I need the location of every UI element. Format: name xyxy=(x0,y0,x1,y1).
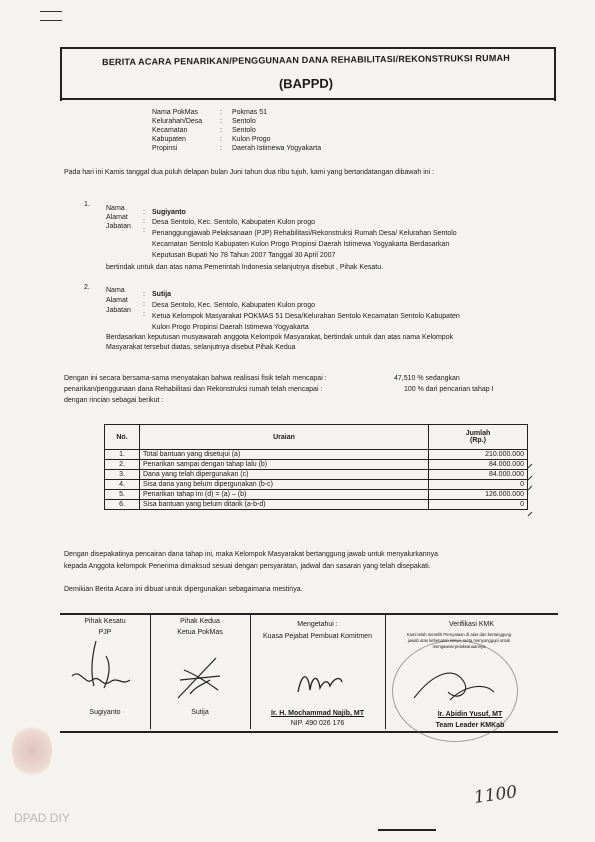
row-amount: 84.000.000 xyxy=(429,470,528,480)
row-description: Sisa dana yang belum dipergunakan (b-c) xyxy=(140,480,429,490)
verification-note-line: mengawasi pelaksanaannya xyxy=(432,644,486,649)
row-amount: 126.000.000 xyxy=(429,490,528,500)
signature-role: Kuasa Pejabat Pembuat Komitmen xyxy=(263,633,372,640)
corner-mark xyxy=(40,11,62,21)
signature-scribble xyxy=(170,650,230,704)
party-position: Penanggungjawab Pelaksanaan (PJP) Rehabilitasi/Rekonstruksi Rumah Desa/ Kelurahan Sentolo xyxy=(152,230,457,237)
row-amount: 210.000.000 xyxy=(429,450,528,460)
table-row xyxy=(105,500,528,510)
info-value: Daerah Istimewa Yogyakarta xyxy=(232,145,322,152)
document-subtitle: (BAPPD) xyxy=(278,75,334,92)
dpad-logo-stamp xyxy=(12,723,52,779)
party-closing: Masyarakat tersebut diatas, selanjutnya disebut Pihak Kedua xyxy=(106,344,296,351)
row-description: Sisa bantuan yang belum ditarik (a-b-d) xyxy=(140,500,429,510)
bottom-mark xyxy=(378,829,436,831)
row-description: Penarikan tahap ini (d) = (a) – (b) xyxy=(140,490,429,500)
signature-title: Verifikasi KMK xyxy=(448,621,495,628)
info-colon: : xyxy=(220,145,222,152)
signatory-name: Ir. Abidin Yusuf, MT xyxy=(437,711,503,718)
tick-mark xyxy=(528,486,532,490)
tick-mark xyxy=(528,476,532,480)
row-description: Dana yang telah dipergunakan (c) xyxy=(140,470,429,480)
table-header-row xyxy=(105,425,528,450)
signatory-role: Team Leader KMKab xyxy=(435,722,505,729)
party-position: Ketua Kelompok Masyarakat POKMAS 51 Desa/Kelurahan Sentolo Kecamatan Sentolo Kabupaten xyxy=(152,313,460,320)
column-header: No. xyxy=(105,425,140,450)
info-colon: : xyxy=(220,118,222,125)
row-amount: 0 xyxy=(429,480,528,490)
party-position: Kecamatan Sentolo Kabupaten Kulon Progo Propinsi Daerah Istimewa Yogyakarta Berdasarkan xyxy=(152,241,450,248)
row-description: Penarikan sampai dengan tahap lalu (b) xyxy=(140,460,429,470)
closing-statement: Demikian Berita Acara ini dibuat untuk dipergunakan sebagaimana mestinya. xyxy=(64,586,303,593)
info-label: Kecamatan xyxy=(152,127,188,134)
party-closing: bertindak untuk dan atas nama Pemerintah Indonesia selanjutnya disebut , Pihak Kesatu. xyxy=(106,264,384,271)
party-colon: : xyxy=(143,218,145,225)
info-value: Kulon Progo xyxy=(232,136,271,143)
party-closing: Berdasarkan keputusan musyawarah anggota Kelompok Masyarakat, bertindak untuk dan atas nama Kelompok xyxy=(106,334,454,341)
row-number: 4. xyxy=(105,480,140,490)
column-header-label: Jumlah xyxy=(465,430,491,437)
signatory-name: Sutija xyxy=(191,709,209,716)
signature-title: Mengetahui : xyxy=(297,621,338,628)
info-label: Kabupaten xyxy=(152,136,186,143)
info-colon: : xyxy=(220,136,222,143)
party-colon: : xyxy=(143,291,145,298)
handwritten-page-number: 1100 xyxy=(472,782,519,808)
party-colon: : xyxy=(143,301,145,308)
party-field-label: Alamat xyxy=(106,297,128,304)
verification-note xyxy=(389,632,529,650)
info-value: Sentolo xyxy=(232,127,256,134)
table-row xyxy=(105,460,528,470)
party-position: Keputusan Bupati No 78 Tahun 2007 Tanggal 30 April 2007 xyxy=(152,252,336,259)
intro-text: Pada hari ini Kamis tanggal dua puluh delapan bulan Juni tahun dua ribu tujuh, kami yang bertandatangan dibawah ini : xyxy=(64,169,435,176)
row-number: 5. xyxy=(105,490,140,500)
party-colon: : xyxy=(143,227,145,234)
handwritten-ticks xyxy=(526,460,538,520)
statement-line: penarikan/penggunaan dana Rehabilitasi dan Rekonstruksi rumah telah mencapai : xyxy=(64,386,323,393)
party-colon: : xyxy=(143,311,145,318)
statement-line: dengan rincian sebagai berikut : xyxy=(64,397,164,404)
column-header-amount xyxy=(429,425,528,450)
row-amount: 84.000.000 xyxy=(429,460,528,470)
table-row xyxy=(105,470,528,480)
closing-paragraph: kepada Anggota kelompok Penerima dimaksud sesuai dengan persyaratan, jadwal dan sasaran yang telah disepakati. xyxy=(64,563,431,570)
signatory-name: Ir. H. Mochammad Najib, MT xyxy=(271,710,364,717)
info-label: Propinsi xyxy=(152,145,178,152)
tick-mark xyxy=(528,512,532,516)
watermark-text: DPAD DIY xyxy=(14,811,70,825)
party-name: Sugiyanto xyxy=(152,209,186,216)
party-position: Kulon Progo Propinsi Daerah Istimewa Yogyakarta xyxy=(152,324,309,331)
info-colon: : xyxy=(220,109,222,116)
party-number: 1. xyxy=(84,201,90,208)
table-row xyxy=(105,490,528,500)
signature-scribble xyxy=(292,662,348,702)
info-value: Sentolo xyxy=(232,118,256,125)
party-field-label: Jabatan xyxy=(106,223,131,230)
signature-role: Ketua PokMas xyxy=(177,629,223,636)
document-title: BERITA ACARA PENARIKAN/PENGGUNAAN DANA REHABILITASI/REKONSTRUKSI RUMAH xyxy=(102,52,510,68)
column-header: Uraian xyxy=(140,425,429,450)
signature-scribble xyxy=(66,636,146,698)
row-number: 6. xyxy=(105,500,140,510)
verification-note-line: Kami telah meneliti Pernyataan di atas dan bertanggung xyxy=(406,632,512,637)
budget-table xyxy=(104,424,528,510)
signature-role: PJP xyxy=(98,629,112,636)
table-row xyxy=(105,450,528,460)
signature-divider xyxy=(385,613,386,729)
party-name: Sutija xyxy=(152,291,172,298)
party-address: Desa Sentolo, Kec. Sentolo, Kabupaten Kulon progo xyxy=(152,219,316,226)
row-amount: 0 xyxy=(429,500,528,510)
signature-title: Pihak Kedua xyxy=(180,618,220,625)
row-number: 3. xyxy=(105,470,140,480)
tick-mark xyxy=(528,464,532,468)
statement-value: 100 % dari pencarian tahap I xyxy=(404,386,494,393)
verification-note-line: jawab atas kebenaran isinya, serta menyanggupi untuk xyxy=(407,638,511,643)
table-row xyxy=(105,480,528,490)
signatory-nip: NIP. 490 026 176 xyxy=(290,720,345,727)
party-field-label: Alamat xyxy=(106,214,128,221)
info-value: Pokmas 51 xyxy=(232,109,268,116)
party-colon: : xyxy=(143,209,145,216)
info-label: Kelurahan/Desa xyxy=(152,118,203,125)
signature-title: Pihak Kesatu xyxy=(84,618,126,625)
party-address: Desa Sentolo, Kec. Sentolo, Kabupaten Kulon progo xyxy=(152,302,316,309)
info-colon: : xyxy=(220,127,222,134)
info-label: Nama PokMas xyxy=(152,109,198,116)
party-field-label: Nama xyxy=(106,287,125,294)
row-number: 2. xyxy=(105,460,140,470)
header-divider xyxy=(60,98,556,100)
row-description: Total bantuan yang disetujui (a) xyxy=(140,450,429,460)
row-number: 1. xyxy=(105,450,140,460)
party-field-label: Jabatan xyxy=(106,307,131,314)
signature-scribble xyxy=(404,662,504,710)
signatory-name: Sugiyanto xyxy=(89,709,121,716)
closing-paragraph: Dengan disepakatinya pencairan dana tahap ini, maka Kelompok Masyarakat bertanggung jawab untuk menyalurkannya xyxy=(64,551,438,558)
statement-line: Dengan ini secara bersama-sama menyatakan bahwa realisasi fisik telah mencapai : xyxy=(64,375,327,382)
party-number: 2. xyxy=(84,284,90,291)
column-header-unit: (Rp.) xyxy=(470,437,486,444)
party-field-label: Nama xyxy=(106,205,125,212)
statement-value: 47,510 % sedangkan xyxy=(394,375,460,382)
